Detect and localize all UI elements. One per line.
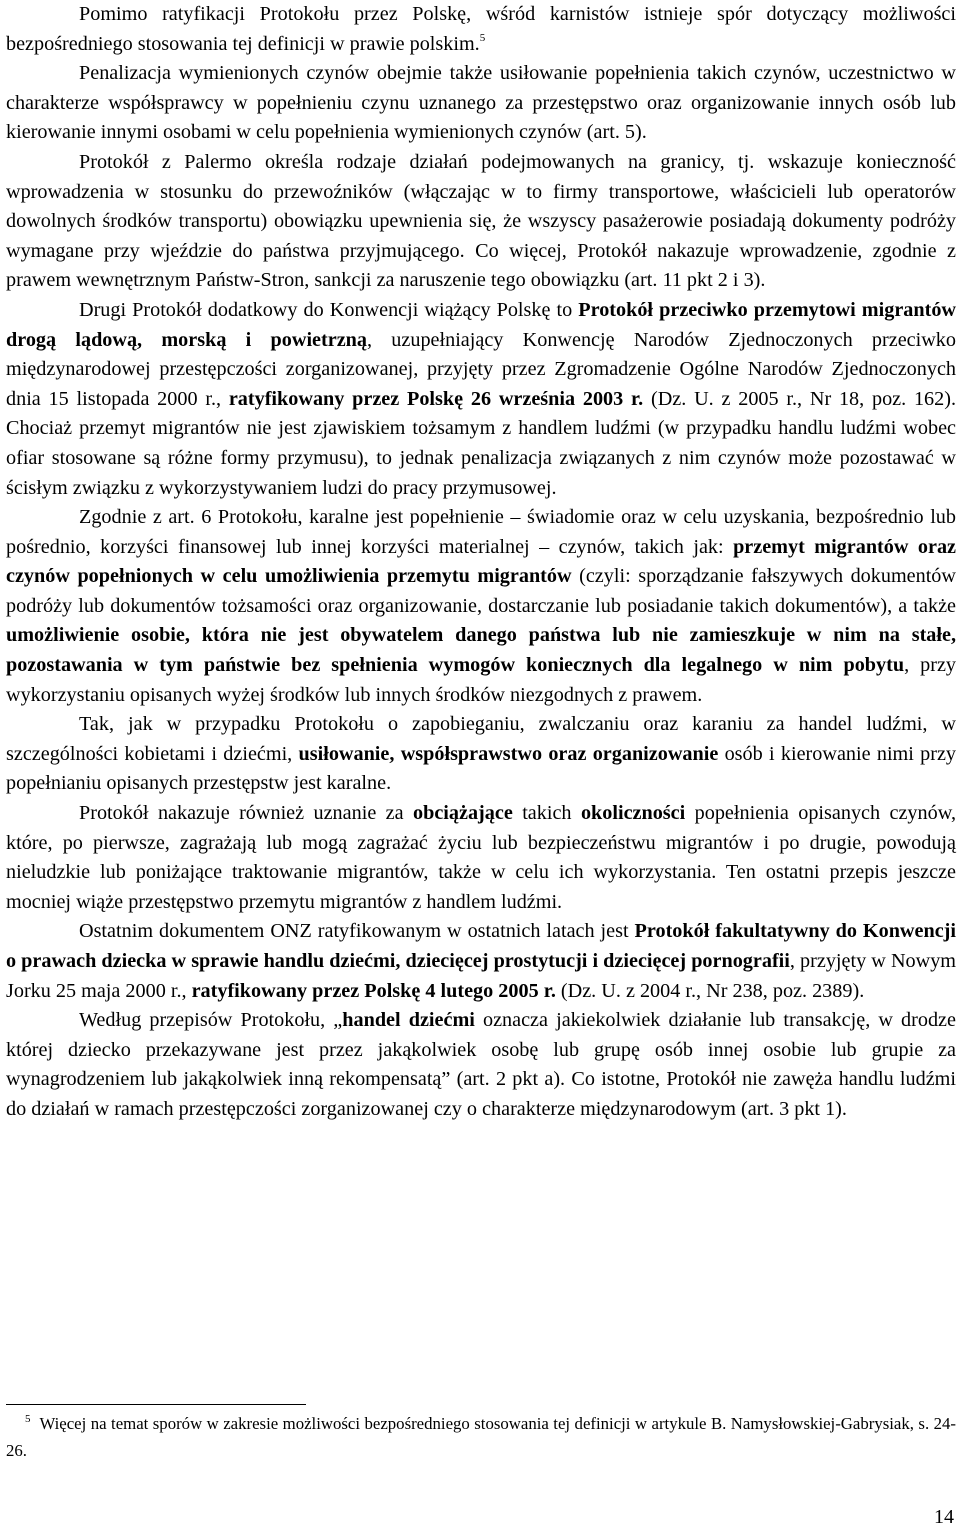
paragraph-4-bold-protocol-title: Protokół przeciwko przemytowi migrantów drogą lądową, morską i powietrzną — [6, 298, 957, 351]
paragraph-9-text-b: oznacza jakiekolwiek działanie lub transakcję, w drodze której dziecko przekazywane jest przez jakąkolwiek osobę lub grupę osób innej osobie lub grupie za wynagrodzeniem lub jakąkolwiek inną rekompensatą” (art. 2 pkt a). Co istotne, Protokół nie zawęża handlu ludźmi do działań w ramach przestępczości zorganizowanej czy o charakterze międzynarodowym (art. 3 pkt 1). — [6, 1009, 956, 1120]
document-body — [6, 0, 956, 1125]
paragraph-9 — [6, 1006, 956, 1124]
paragraph-2-text: Penalizacja wymienionych czynów obejmie także usiłowanie popełnienia takich czynów, uczestnictwo w charakterze współsprawcy w popełnieniu czynu uznanego za przestępstwo oraz organizowanie innych osób lub kierowanie innymi osobami w celu popełnienia wymienionych czynów (art. 5). — [6, 62, 956, 144]
paragraph-4-text-a: Drugi Protokół dodatkowy do Konwencji wiążący Polskę to — [79, 298, 579, 321]
paragraph-5 — [6, 503, 956, 710]
page-number: 14 — [934, 1506, 954, 1528]
paragraph-4-bold-ratification: ratyfikowany przez Polskę 26 września 2003 r. — [228, 387, 644, 410]
footnote-text: Więcej na temat sporów w zakresie możliwości bezpośredniego stosowania tej definicji w artykule B. Namysłowskiej-Gabrysiak, s. 24-26. — [6, 1414, 956, 1460]
paragraph-1-text: Pomimo ratyfikacji Protokołu przez Polskę, wśród karnistów istnieje spór dotyczący możliwości bezpośredniego stosowania tej definicji w prawie polskim. — [6, 3, 956, 55]
paragraph-3-text: Protokół z Palermo określa rodzaje działań podejmowanych na granicy, tj. wskazuje konieczność wprowadzenia w stosunku do przewoźników (włączając w to firmy transportowe, właścicieli lub operatorów dowolnych środków transportu) obowiązku upewnienia się, że wszyscy pasażerowie posiadają dokumenty podróży wymagane przy wjeździe do państwa przyjmującego. Co więcej, Protokół nakazuje wprowadzenie, zgodnie z prawem wewnętrznym Państw-Stron, sankcji za naruszenie tego obowiązku (art. 11 pkt 2 i 3). — [6, 150, 956, 292]
paragraph-7 — [6, 799, 956, 917]
paragraph-7-bold-aggravating: obciążające — [413, 802, 513, 825]
paragraph-8-text-c: (Dz. U. z 2004 r., Nr 238, poz. 2389). — [555, 979, 865, 1002]
paragraph-8-bold-protocol-title: Protokół fakultatywny do Konwencji o prawach dziecka w sprawie handlu dziećmi, dziecięcej prostytucji i dziecięcej pornografii — [6, 920, 956, 972]
paragraph-6-text-a: Tak, jak w przypadku Protokołu o zapobieganiu, zwalczaniu oraz karaniu za handel ludźmi, w szczególności kobietami i dziećmi, — [6, 713, 956, 765]
paragraph-1 — [6, 0, 956, 59]
paragraph-7-text-a: Protokół nakazuje również uznanie za — [79, 802, 414, 825]
paragraph-9-bold-child-trafficking: handel dziećmi — [342, 1009, 475, 1032]
paragraph-5-bold-enabling: umożliwienie osobie, która nie jest obywatelem danego państwa lub nie zamieszkuje w nim na stałe, pozostawania w tym państwie bez spełnienia wymogów koniecznych dla legalnego w nim pobytu — [6, 624, 956, 677]
paragraph-7-text-b: takich — [512, 802, 581, 825]
paragraph-8-text-b: , przyjęty w Nowym Jorku 25 maja 2000 r., — [6, 950, 956, 1002]
paragraph-3 — [6, 148, 956, 296]
paragraph-6-bold-attempt: usiłowanie, współsprawstwo oraz organizowanie — [298, 742, 719, 765]
footnote-divider — [6, 1404, 306, 1405]
paragraph-5-bold-smuggling: przemyt migrantów oraz czynów popełnionych w celu umożliwienia przemytu migrantów — [6, 535, 956, 588]
paragraph-4-text-c: (Dz. U. z 2005 r., Nr 18, poz. 162). Chociaż przemyt migrantów nie jest zjawiskiem tożsamym z handlem ludźmi (w przypadku handlu ludźmi wobec ofiar stosowane są różne formy przymusu), to jednak penalizacja związanych z nim czynów może pozostawać w ścisłym związku z wykorzystywaniem ludzi do pracy przymusowej. — [6, 387, 957, 499]
paragraph-2 — [6, 59, 956, 148]
paragraph-8-text-a: Ostatnim dokumentem ONZ ratyfikowanym w ostatnich latach jest — [79, 920, 635, 943]
paragraph-8-bold-ratification: ratyfikowany przez Polskę 4 lutego 2005 r. — [191, 979, 556, 1002]
paragraph-7-text-c: popełnienia opisanych czynów, które, po pierwsze, zagrażają lub mogą zagrażać życiu lub bezpieczeństwu migrantów i po drugie, powodują nieludzkie lub poniżające traktowanie migrantów, także w celu ich wykorzystania. Ten ostatni przepis jeszcze mocniej wiąże przestępstwo przemytu migrantów z handlem ludźmi. — [6, 802, 957, 913]
footnote — [6, 1410, 956, 1464]
paragraph-5-text-a: Zgodnie z art. 6 Protokołu, karalne jest popełnienie – świadomie oraz w celu uzyskania, bezpośrednio lub pośrednio, korzyści finansowej lub innej korzyści materialnej – czynów, takich jak: — [6, 506, 956, 558]
paragraph-8 — [6, 917, 956, 1006]
paragraph-6 — [6, 710, 956, 799]
paragraph-6-text-b: osób i kierowanie nimi przy popełnianiu opisanych przestępstw jest karalne. — [6, 742, 957, 795]
footnote-number: 5 — [25, 1413, 31, 1425]
paragraph-5-text-b: (czyli: sporządzanie fałszywych dokumentów podróży lub dokumentów tożsamości oraz organizowanie, dostarczanie lub posiadanie takich dokumentów), a także — [6, 565, 956, 617]
paragraph-9-text-a: Według przepisów Protokołu, „ — [79, 1009, 343, 1032]
paragraph-5-text-c: , przy wykorzystaniu opisanych wyżej środków lub innych środków niezgodnych z prawem. — [6, 654, 956, 706]
footnote-reference[interactable]: 5 — [479, 31, 486, 44]
paragraph-4 — [6, 296, 956, 503]
paragraph-4-text-b: , uzupełniający Konwencję Narodów Zjednoczonych przeciwko międzynarodowej przestępczości zorganizowanej, przyjęty przez Zgromadzenie Ogólne Narodów Zjednoczonych dnia 15 listopada 2000 r., — [6, 328, 956, 410]
paragraph-7-bold-circumstances: okoliczności — [580, 802, 686, 825]
